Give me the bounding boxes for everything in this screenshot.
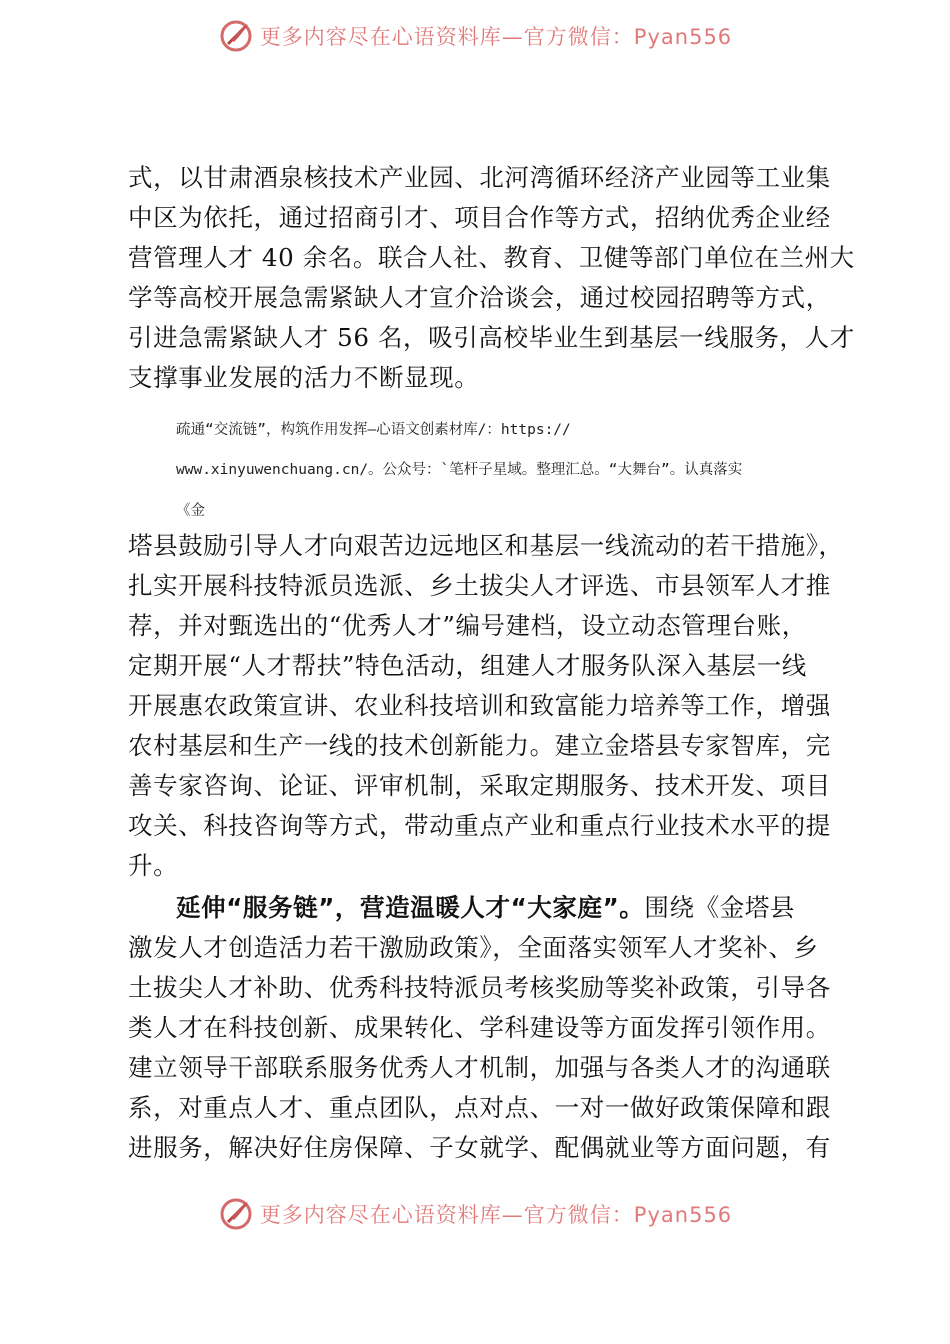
text-line: 土拔尖人才补助、优秀科技特派员考核奖励等奖补政策，引导各: [128, 973, 831, 1002]
text-line: 营管理人才 40 余名。联合人社、教育、卫健等部门单位在兰州大: [128, 243, 855, 272]
text-line: 类人才在科技创新、成果转化、学科建设等方面发挥引领作用。: [128, 1013, 831, 1042]
header-banner-text: 更多内容尽在心语资料库—官方微信：Pyan556: [259, 25, 733, 49]
text-line: 激发人才创造活力若干激励政策》，全面落实领军人才奖补、乡: [128, 933, 819, 962]
section-heading: 延伸“服务链”，营造温暖人才“大家庭”。: [176, 893, 645, 922]
text-line: 学等高校开展急需紧缺人才宣介洽谈会，通过校园招聘等方式，: [128, 283, 831, 312]
text-line: 农村基层和生产一线的技术创新能力。建立金塔县专家智库，完: [128, 731, 831, 760]
header-watermark-banner: [0, 14, 950, 58]
text-line: 定期开展“人才帮扶”特色活动，组建人才服务队深入基层一线: [128, 651, 807, 680]
feather-seal-icon: [218, 1196, 254, 1232]
text-line: 攻关、科技咨询等方式，带动重点产业和重点行业技术水平的提: [128, 811, 831, 840]
text-line: 进服务，解决好住房保障、子女就学、配偶就业等方面问题，有: [128, 1133, 831, 1162]
text-run: 围绕《金塔县: [644, 893, 796, 922]
text-line: 中区为依托，通过招商引才、项目合作等方式，招纳优秀企业经: [128, 203, 831, 232]
feather-seal-icon: [218, 18, 254, 54]
text-line: 开展惠农政策宣讲、农业科技培训和致富能力培养等工作，增强: [128, 691, 831, 720]
text-line: 荐，并对甄选出的“优秀人才”编号建档，设立动态管理台账，: [128, 611, 807, 640]
footer-banner-text: 更多内容尽在心语资料库—官方微信：Pyan556: [259, 1203, 733, 1227]
text-line: 式，以甘肃酒泉核技术产业园、北河湾循环经济产业园等工业集: [128, 163, 831, 192]
text-line: 系，对重点人才、重点团队，点对点、一对一做好政策保障和跟: [128, 1093, 831, 1122]
text-line: 塔县鼓励引导人才向艰苦边远地区和基层一线流动的若干措施》，: [128, 531, 844, 560]
note-line: 疏通“交流链”，构筑作用发挥—心语文创素材库/：https://: [176, 422, 571, 438]
text-line: 支撑事业发展的活力不断显现。: [128, 363, 480, 392]
note-line: 《金: [176, 503, 205, 519]
text-line: 扎实开展科技特派员选派、乡土拔尖人才评选、市县领军人才推: [128, 571, 831, 600]
text-line: 升。: [128, 851, 179, 880]
text-line: 建立领导干部联系服务优秀人才机制，加强与各类人才的沟通联: [128, 1053, 831, 1082]
text-line: 引进急需紧缺人才 56 名，吸引高校毕业生到基层一线服务，人才: [128, 323, 855, 352]
paragraph-3-first-line: [176, 888, 828, 928]
note-line: www.xinyuwenchuang.cn/。公众号：`笔杆子星域。整理汇总。“大舞台”。认真落实: [176, 462, 743, 478]
text-line: 善专家咨询、论证、评审机制，采取定期服务、技术开发、项目: [128, 771, 831, 800]
footer-watermark-banner: [0, 1192, 950, 1236]
